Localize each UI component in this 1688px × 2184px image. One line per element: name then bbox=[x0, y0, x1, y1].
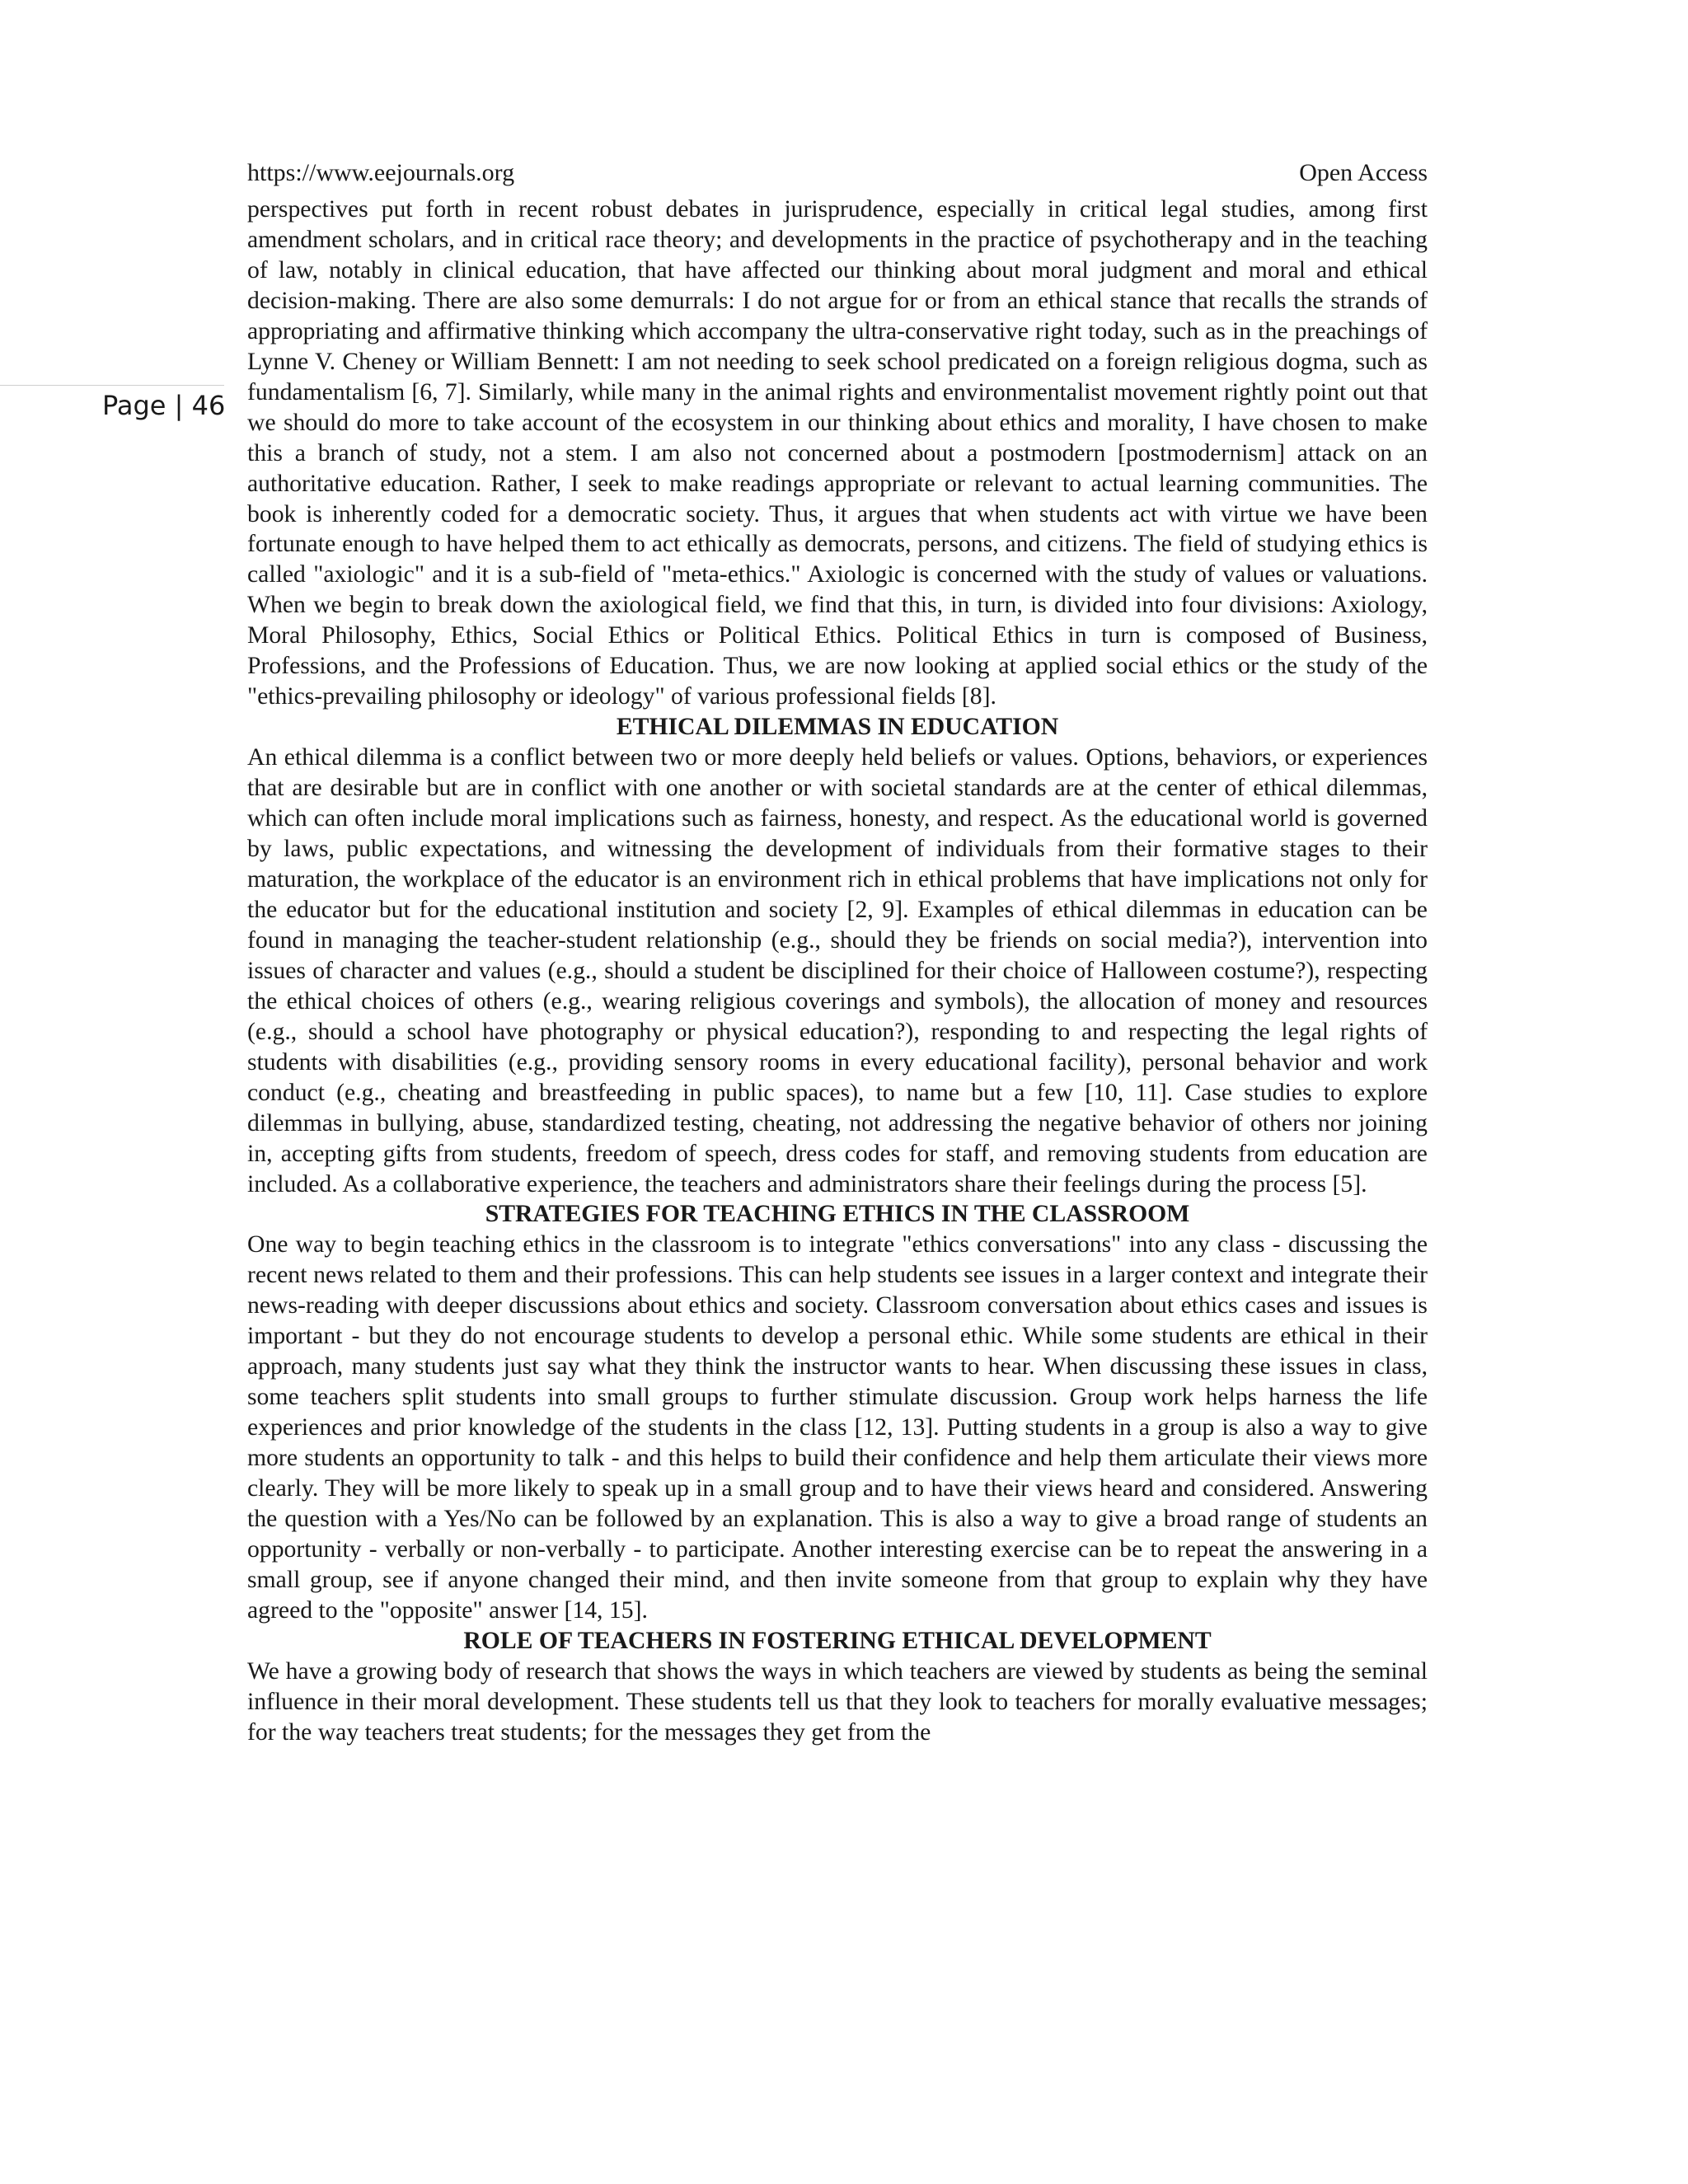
section-heading-ethical-dilemmas: ETHICAL DILEMMAS IN EDUCATION bbox=[616, 714, 1059, 741]
running-header bbox=[247, 157, 1428, 190]
page-number: Page | 46 bbox=[102, 390, 226, 421]
section-heading-role-of-teachers: ROLE OF TEACHERS IN FOSTERING ETHICAL DEVELOPMENT bbox=[463, 1627, 1212, 1654]
paragraph-strategies: One way to begin teaching ethics in the classroom is to integrate "ethics conversations" into any class - discussing the recent news related to them and their professions. This can help students see issues in a larger context and integrate their news-reading with deeper discussions about ethics and society. Classroom conversation about ethics cases and issues is important - but they do not encourage students to develop a personal ethic. While some students are ethical in their approach, many students just say what they think the instructor wants to hear. When discussing these issues in class, some teachers split students into small groups to further stimulate discussion. Group work helps harness the life experiences and prior knowledge of the students in the class [12, 13]. Putting students in a group is also a way to give more students an opportunity to talk - and this helps to build their confidence and help them articulate their views more clearly. They will be more likely to speak up in a small group and to have their views heard and considered. Answering the question with a Yes/No can be followed by an explanation. This is also a way to give a broad range of students an opportunity - verbally or non-verbally - to participate. Another interesting exercise can be to repeat the answering in a small group, see if anyone changed their mind, and then invite someone from that group to explain why they have agreed to the "opposite" answer [14, 15]. bbox=[247, 1231, 1428, 1624]
paragraph-continued: perspectives put forth in recent robust debates in jurisprudence, especially in critical legal studies, among first amendment scholars, and in critical race theory; and developments in the practice of psychotherapy and in the teaching of law, notably in clinical education, that have affected our thinking about moral judgment and moral and ethical decision-making. There are also some demurrals: I do not argue for or from an ethical stance that recalls the strands of appropriating and affirmative thinking which accompany the ultra-conservative right today, such as in the preachings of Lynne V. Cheney or William Bennett: I am not needing to seek school predicated on a foreign religious dogma, such as fundamentalism [6, 7]. Similarly, while many in the animal rights and environmentalist movement rightly point out that we should do more to take account of the ecosystem in our thinking about ethics and morality, I have chosen to make this a branch of study, not a stem. I am also not concerned about a postmodern [postmodernism] attack on an authoritative education. Rather, I seek to make readings appropriate or relevant to actual learning communities. The book is inherently coded for a democratic society. Thus, it argues that when students act with virtue we have been fortunate enough to have helped them to act ethically as democrats, persons, and citizens. The field of studying ethics is called "axiologic" and it is a sub-field of "meta-ethics." Axiologic is concerned with the study of values or valuations. When we begin to break down the axiological field, we find that this, in turn, is divided into four divisions: Axiology, Moral Philosophy, Ethics, Social Ethics or Political Ethics. Political Ethics in turn is composed of Business, Professions, and the Professions of Education. Thus, we are now looking at applied social ethics or the study of the "ethics-prevailing philosophy or ideology" of various professional fields [8]. bbox=[247, 196, 1428, 710]
article-body bbox=[247, 194, 1428, 1748]
margin-divider bbox=[0, 385, 224, 386]
open-access-label: Open Access bbox=[1299, 159, 1428, 186]
journal-url[interactable]: https://www.eejournals.org bbox=[247, 159, 515, 186]
paragraph-ethical-dilemmas: An ethical dilemma is a conflict between two or more deeply held beliefs or values. Options, behaviors, or experiences that are desirable but are in conflict with one another or with societal standards are at the center of ethical dilemmas, which can often include moral implications such as fairness, honesty, and respect. As the educational world is governed by laws, public expectations, and witnessing the development of individuals from their formative stages to their maturation, the workplace of the educator is an environment rich in ethical problems that have implications not only for the educator but for the educational institution and society [2, 9]. Examples of ethical dilemmas in education can be found in managing the teacher-student relationship (e.g., should they be friends on social media?), intervention into issues of character and values (e.g., should a student be disciplined for their choice of Halloween costume?), respecting the ethical choices of others (e.g., wearing religious coverings and symbols), the allocation of money and resources (e.g., should a school have photography or physical education?), responding to and respecting the legal rights of students with disabilities (e.g., providing sensory rooms in every educational facility), personal behavior and work conduct (e.g., cheating and breastfeeding in public spaces), to name but a few [10, 11]. Case studies to explore dilemmas in bullying, abuse, standardized testing, cheating, not addressing the negative behavior of others nor joining in, accepting gifts from students, freedom of speech, dress codes for staff, and removing students from education are included. As a collaborative experience, the teachers and administrators share their feelings during the process [5]. bbox=[247, 744, 1428, 1197]
section-heading-strategies: STRATEGIES FOR TEACHING ETHICS IN THE CLASSROOM bbox=[485, 1201, 1190, 1228]
paragraph-role-of-teachers: We have a growing body of research that shows the ways in which teachers are viewed by students as being the seminal influence in their moral development. These students tell us that they look to teachers for morally evaluative messages; for the way teachers treat students; for the messages they get from the bbox=[247, 1657, 1428, 1746]
